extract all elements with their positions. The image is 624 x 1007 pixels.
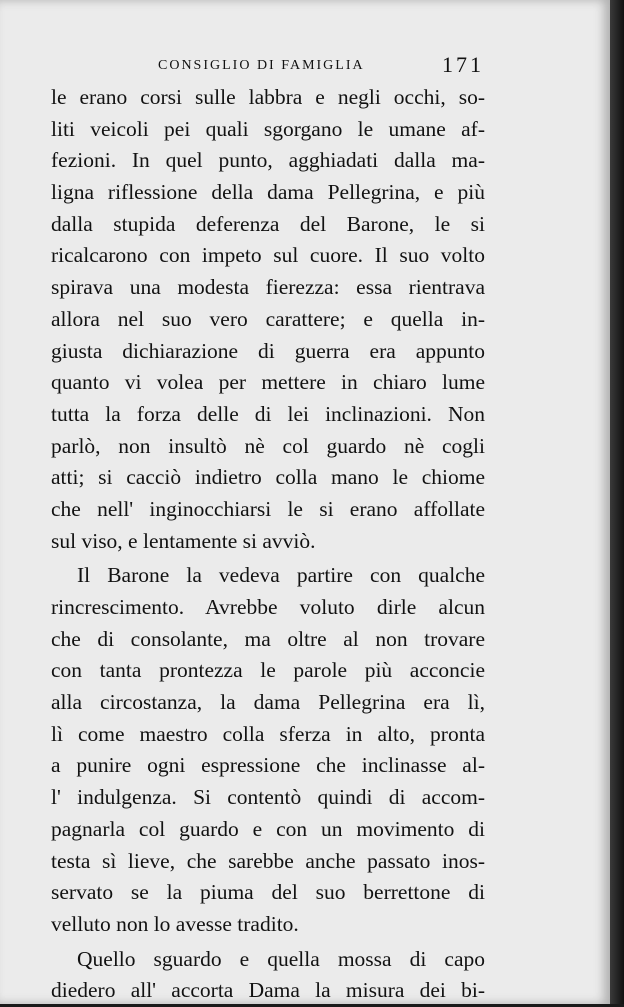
text-line: tutta la forza delle di lei inclinazioni. Non bbox=[51, 401, 485, 426]
text-line: quanto vi volea per mettere in chiaro lume bbox=[51, 370, 485, 395]
text-line: le erano corsi sulle labbra e negli occhi, so- bbox=[51, 85, 485, 109]
text-line: giusta dichiarazione di guerra era appunto bbox=[51, 338, 485, 363]
text-line: con tanta prontezza le parole più acconcie bbox=[51, 658, 485, 683]
text-line: parlò, non insultò nè col guardo nè cogli bbox=[51, 433, 485, 458]
text-line: l' indulgenza. Si contentò quindi di accom- bbox=[51, 785, 485, 810]
text-line: rincrescimento. Avrebbe voluto dirle alcun bbox=[51, 595, 485, 619]
page-edge-shadow bbox=[610, 0, 624, 1004]
page-number: 171 bbox=[442, 52, 484, 77]
text-line: servato se la piuma del suo berrettone di bbox=[51, 880, 485, 905]
text-line: atti; si cacciò indietro colla mano le chiome bbox=[51, 465, 485, 490]
text-line: allora nel suo vero carattere; e quella in- bbox=[51, 306, 485, 331]
text-line: dalla stupida deferenza del Barone, le si bbox=[51, 211, 485, 236]
text-line: Quello sguardo e quella mossa di capo bbox=[77, 946, 485, 971]
text-line: spirava una modesta fierezza: essa rientrava bbox=[51, 275, 485, 300]
text-line: lì come maestro colla sferza in alto, pronta bbox=[51, 721, 485, 746]
text-line: liti veicoli pei quali sgorgano le umane af- bbox=[51, 116, 485, 141]
text-line: che nell' inginocchiarsi le si erano affollate bbox=[51, 496, 485, 521]
text-line: alla circostanza, la dama Pellegrina era lì, bbox=[51, 690, 485, 715]
text-line: sul viso, e lentamente si avviò. bbox=[51, 528, 316, 553]
text-line: ligna riflessione della dama Pellegrina, e più bbox=[51, 180, 485, 205]
text-line: velluto non lo avesse tradito. bbox=[51, 911, 299, 936]
text-line: testa sì lieve, che sarebbe anche passato inos- bbox=[51, 848, 485, 873]
text-line: a punire ogni espressione che inclinasse al- bbox=[51, 753, 485, 778]
running-title: CONSIGLIO DI FAMIGLIA bbox=[158, 58, 365, 73]
text-line: diedero all' accorta Dama la misura dei bi- bbox=[51, 978, 485, 1003]
body-text bbox=[51, 82, 485, 1007]
text-line: ricalcarono con impeto sul cuore. Il suo volto bbox=[51, 243, 485, 268]
running-head bbox=[48, 52, 488, 82]
text-line: fezioni. In quel punto, agghiadati dalla ma- bbox=[51, 148, 485, 173]
text-line: Il Barone la vedeva partire con qualche bbox=[77, 563, 485, 588]
text-line: che di consolante, ma oltre al non trovare bbox=[51, 626, 485, 651]
text-line: pagnarla col guardo e con un movimento di bbox=[51, 816, 485, 841]
